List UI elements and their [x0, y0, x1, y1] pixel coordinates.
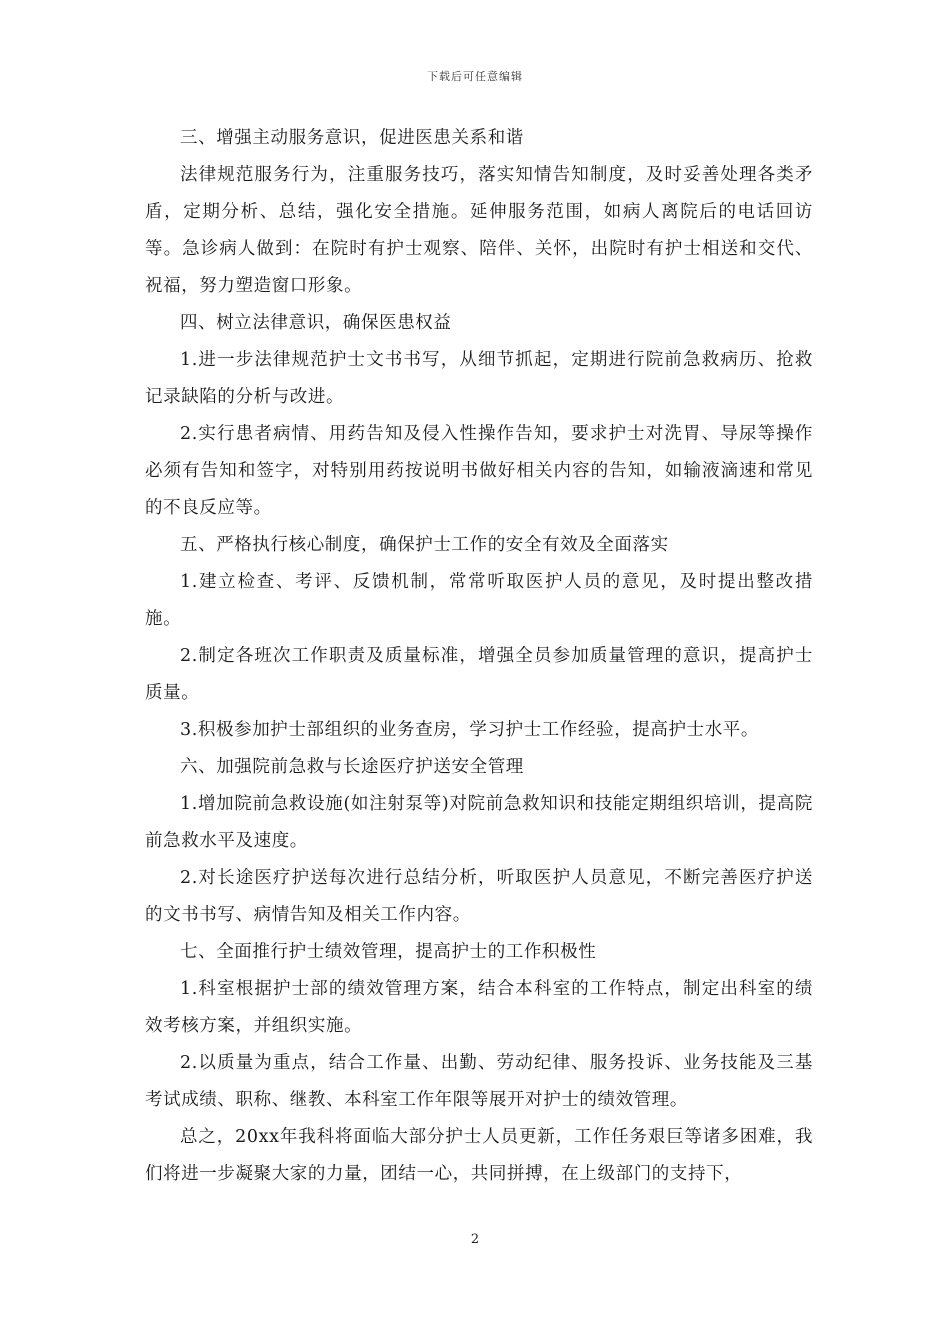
- paragraph: 1.进一步法律规范护士文书书写，从细节抓起，定期进行院前急救病历、抢救记录缺陷的分析与改进。: [145, 350, 813, 407]
- paragraph: 1.科室根据护士部的绩效管理方案，结合本科室的工作特点，制定出科室的绩效考核方案，并组织实施。: [145, 979, 813, 1036]
- section-heading-7: 七、全面推行护士绩效管理，提高护士的工作积极性: [180, 942, 597, 962]
- paragraph-conclusion: 总之，20xx年我科将面临大部分护士人员更新，工作任务艰巨等诸多困难，我们将进一步凝聚大家的力量，团结一心，共同拼搏，在上级部门的支持下，: [145, 1127, 813, 1184]
- document-body: [145, 120, 813, 1193]
- paragraph: 1.增加院前急救设施(如注射泵等)对院前急救知识和技能定期组织培训，提高院前急救水平及速度。: [145, 794, 813, 851]
- section-heading-3: 三、增强主动服务意识，促进医患关系和谐: [180, 128, 524, 148]
- paragraph: 1.建立检查、考评、反馈机制，常常听取医护人员的意见，及时提出整改措施。: [145, 572, 813, 629]
- section-heading-4: 四、树立法律意识，确保医患权益: [180, 313, 452, 333]
- paragraph: 2.实行患者病情、用药告知及侵入性操作告知，要求护士对洗胃、导尿等操作必须有告知和签字，对特别用药按说明书做好相关内容的告知，如输液滴速和常见的不良反应等。: [145, 424, 813, 518]
- paragraph: 2.制定各班次工作职责及质量标准，增强全员参加质量管理的意识，提高护士质量。: [145, 646, 813, 703]
- page-header-note: 下载后可任意编辑: [427, 70, 523, 83]
- page-number: 2: [470, 1232, 480, 1247]
- section-heading-5: 五、严格执行核心制度，确保护士工作的安全有效及全面落实: [180, 535, 669, 555]
- section-heading-6: 六、加强院前急救与长途医疗护送安全管理: [180, 757, 524, 777]
- paragraph: 2.以质量为重点，结合工作量、出勤、劳动纪律、服务投诉、业务技能及三基考试成绩、职称、继教、本科室工作年限等展开对护士的绩效管理。: [145, 1053, 813, 1110]
- paragraph: 2.对长途医疗护送每次进行总结分析，听取医护人员意见，不断完善医疗护送的文书书写、病情告知及相关工作内容。: [145, 868, 813, 925]
- paragraph: 法律规范服务行为，注重服务技巧，落实知情告知制度，及时妥善处理各类矛盾，定期分析、总结，强化安全措施。延伸服务范围，如病人离院后的电话回访等。急诊病人做到：在院时有护士观察、陪伴、关怀，出院时有护士相送和交代、祝福，努力塑造窗口形象。: [145, 165, 813, 296]
- paragraph: 3.积极参加护士部组织的业务查房，学习护士工作经验，提高护士水平。: [180, 720, 759, 740]
